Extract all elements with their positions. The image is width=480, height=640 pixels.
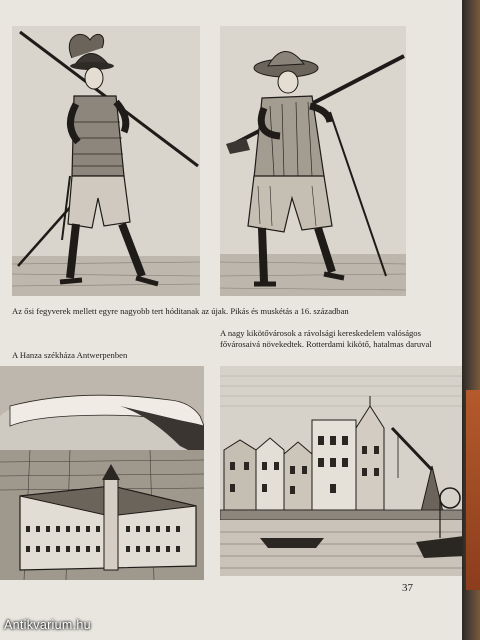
watermark: Antikvarium.hu bbox=[4, 618, 91, 632]
musketeer-engraving bbox=[220, 26, 406, 296]
weapons-caption: Az ősi fegyverek mellett egyre nagyobb tert hóditanak az újak. Pikás és muskétás a 16. században bbox=[12, 306, 349, 316]
hanza-caption: A Hanza székháza Antwerpenben bbox=[12, 350, 128, 360]
rotterdam-port-engraving bbox=[220, 366, 464, 576]
pikeman-engraving bbox=[12, 26, 200, 296]
port-caption: A nagy kikötővárosok a rávolsági kereskedelem valóságos fővárosaivá növekedtek. Rotterdami kikötő, hatalmas daruval bbox=[220, 328, 432, 349]
adjacent-book-edge bbox=[466, 390, 480, 590]
hanza-house-engraving bbox=[0, 366, 204, 580]
page-number: 37 bbox=[402, 582, 413, 594]
